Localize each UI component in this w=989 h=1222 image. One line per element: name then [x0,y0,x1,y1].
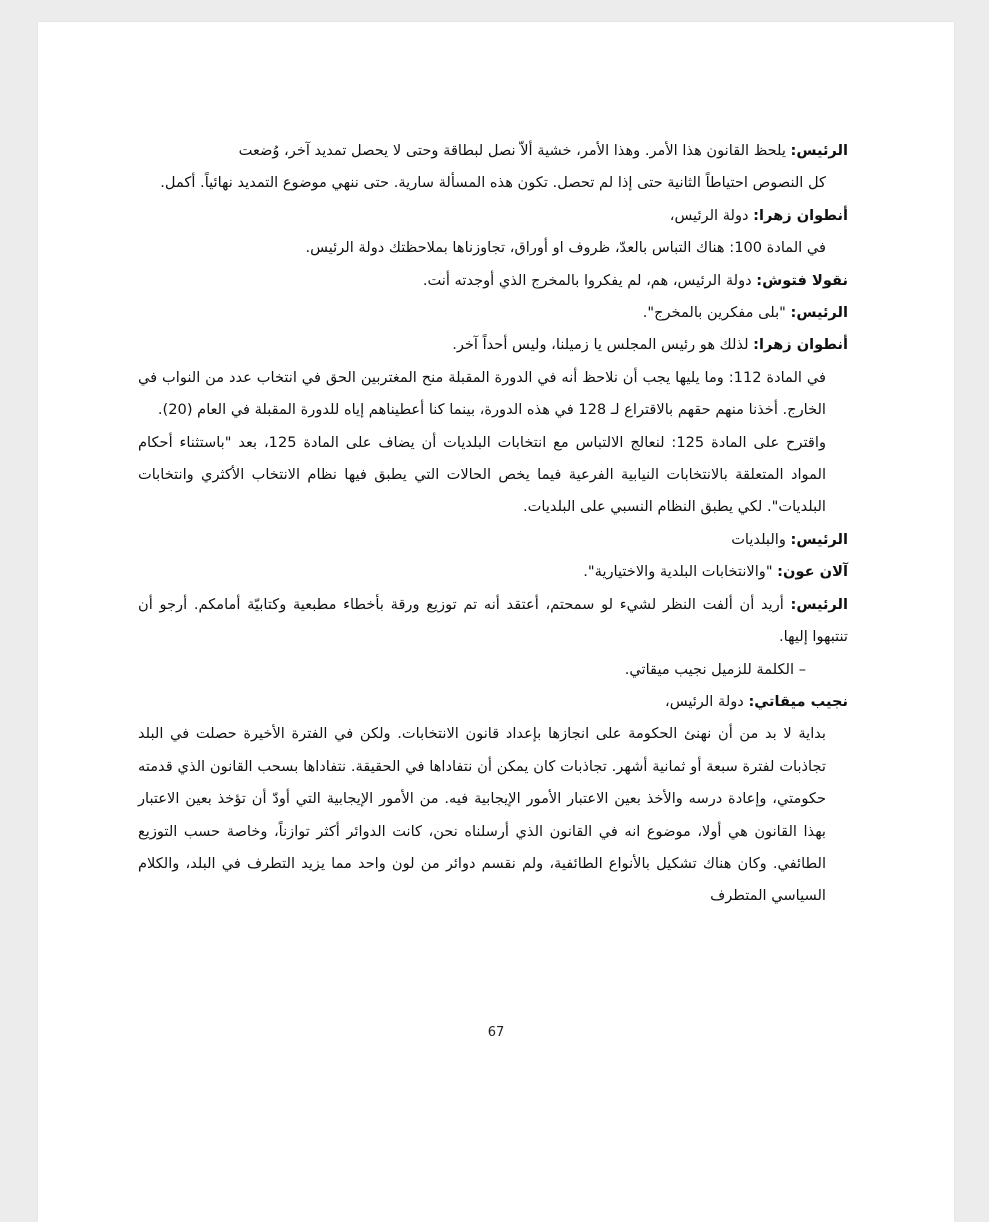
speaker-name: الرئيس: [790,304,848,322]
page-number: 67 [487,1025,505,1040]
speaker-name: نجيب ميقاتي: [748,692,848,710]
speech-text: أريد أن ألفت النظر لشيء لو سمحتم، أعتقد أنه تم توزيع ورقة بأخطاء مطبعية وكتابيّة أمامكم. أرجو أن تنتبهوا إليها. [138,595,848,646]
paragraph-mikati-speech: بداية لا بد من أن نهنئ الحكومة على انجازها بإعداد قانون الانتخابات. ولكن في الفترة الأخيرة حصلت في البلد تجاذبات لفترة سبعة أو ثمانية أشهر. تجاذبات كان يمكن أن نتفاداها في الحقيقة. نتفاداها بسحب القانون الذي قدمته حكومتي، وإعادة درسه والأخذ بعين الاعتبار الأمور الإيجابية فيه. من الأمور الإيجابية التي أودّ أن تؤخذ بعين الاعتبار بهذا القانون هي أولا، موضوع انه في القانون الذي أرسلناه نحن، كانت الدوائر أكثر توازناً، وخاصة حسب التوزيع الطائفي. وكان هناك تشكيل بالأنواع الطائفية، ولم نقسم دوائر من لون واحد مما يزيد التطرف في البلد، والكلام السياسي المتطرف [138,725,826,905]
speech-text: دولة الرئيس، هم، لم يفكروا بالمخرج الذي أوجدته أنت. [422,271,757,289]
paragraph-president-4 [138,589,848,654]
paragraph-zahra-2 [138,329,848,361]
paragraph-floor-given: – الكلمة للزميل نجيب ميقاتي. [624,660,806,678]
paragraph-zahra-1 [138,200,848,232]
paragraph-fattoush [138,265,848,297]
speech-text: "والانتخابات البلدية والاختيارية". [583,563,778,581]
paragraph-mikati [138,686,848,718]
paragraph-article-125: واقترح على المادة 125: لنعالج الالتباس مع انتخابات البلديات أن يضاف على المادة 125، بعد "باستثناء أحكام المواد المتعلقة بالانتخابات النيابية الفرعية فيما يخص الحالات التي يطبق فيها نظام الانتخاب الأكثري وانتخابات البلديات". لكي يطبق النظام النسبي على البلديات. [138,433,826,516]
document-page [38,22,954,1222]
paragraph-president-2 [138,297,848,329]
paragraph-president-1 [138,135,848,167]
speaker-name: آلان عون: [777,563,848,581]
speech-text: "بلى مفكرين بالمخرج". [642,304,791,322]
paragraph-article-112: في المادة 112: وما يليها يجب أن نلاحظ أنه في الدورة المقبلة منح المغتربين الحق في انتخاب عدد من النواب في الخارج. أخذنا منهم حقهم بالاقتراع لـ 128 في هذه الدورة، بينما كنا أعطيناهم إياه للدورة المقبلة في العام (20). [138,368,827,419]
speaker-name: أنطوان زهرا: [753,206,848,224]
speaker-name: أنطوان زهرا: [753,336,848,354]
paragraph-continuation: كل النصوص احتياطاً الثانية حتى إذا لم تحصل. تكون هذه المسألة سارية. حتى ننهي موضوع التمديد نهائياً. أكمل. [160,174,826,192]
paragraph-article-100: في المادة 100: هناك التباس بالعدّ، ظروف او أوراق، تجاوزناها بملاحظتك دولة الرئيس. [305,239,826,257]
speech-text: لذلك هو رئيس المجلس يا زميلنا، وليس أحداً آخر. [452,336,754,354]
paragraph-president-3 [138,524,848,556]
speech-text: يلحظ القانون هذا الأمر. وهذا الأمر، خشية ألاّ نصل لبطاقة وحتى لا يحصل تمديد آخر، وُضعت [238,142,791,159]
speaker-name: الرئيس: [790,595,848,613]
speaker-name: الرئيس: [790,142,848,159]
speech-text: دولة الرئيس، [665,692,749,710]
speech-text: والبلديات [731,530,791,548]
paragraph-aoun [138,556,848,588]
speech-text: دولة الرئيس، [669,206,754,224]
transcript-body [138,135,848,913]
speaker-name: نقولا فتوش: [756,271,848,289]
speaker-name: الرئيس: [790,530,848,548]
